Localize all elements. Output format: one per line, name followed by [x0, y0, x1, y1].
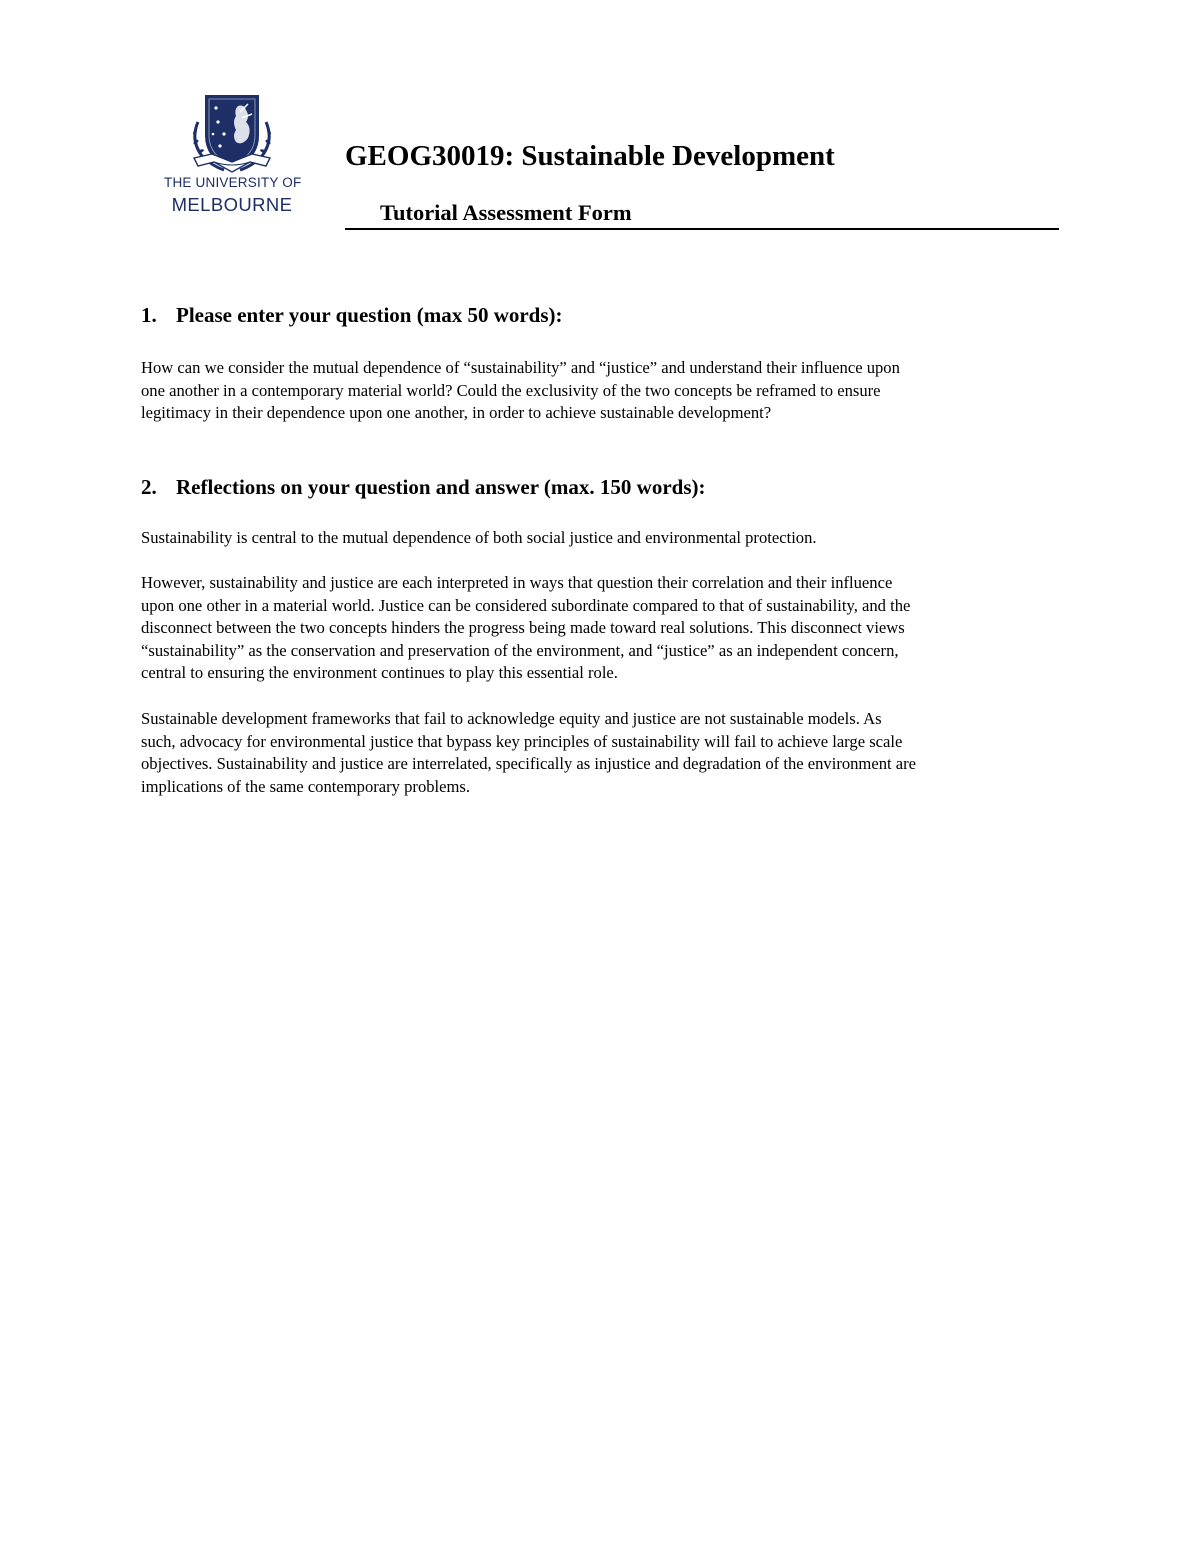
question-2-heading: [141, 475, 706, 500]
question-2-heading-text: Reflections on your question and answer (max. 150 words):: [176, 475, 706, 499]
answer-line: objectives. Sustainability and justice are interrelated, specifically as injustice and degradation of the environment are: [141, 754, 917, 774]
question-2-number: 2.: [141, 475, 157, 499]
logo-name-line2: MELBOURNE: [171, 194, 293, 215]
answer-line: one another in a contemporary material world? Could the exclusivity of the two concepts be reframed to ensure: [141, 380, 881, 400]
university-logo: [162, 92, 302, 224]
answer-line: However, sustainability and justice are each interpreted in ways that question their correlation and their influence: [141, 573, 893, 592]
answer-line: central to ensuring the environment continues to play this essential role.: [141, 663, 618, 683]
course-title: GEOG30019: Sustainable Development: [345, 140, 835, 172]
answer-line: upon one other in a material world. Justice can be considered subordinate compared to that of sustainability, and the: [141, 595, 911, 615]
header-divider: [345, 228, 1059, 230]
answer-line: legitimacy in their dependence upon one another, in order to achieve sustainable development?: [141, 403, 772, 423]
answer-line: Sustainable development frameworks that fail to acknowledge equity and justice are not sustainable models. As: [141, 709, 882, 728]
university-crest-icon: [180, 92, 284, 178]
answer-line: disconnect between the two concepts hinders the progress being made toward real solutions. This disconnect views: [141, 618, 905, 638]
question-2-paragraph-1: [141, 527, 1066, 550]
question-1-number: 1.: [141, 303, 157, 327]
question-1-heading-text: Please enter your question (max 50 words):: [176, 303, 563, 327]
question-2-paragraph-2: [141, 572, 1066, 685]
form-title: Tutorial Assessment Form: [380, 200, 632, 225]
answer-line: “sustainability” as the conservation and preservation of the environment, and “justice” as an independent concern,: [141, 640, 899, 660]
question-1-answer: [141, 357, 1066, 425]
answer-line: such, advocacy for environmental justice that bypass key principles of sustainability will fail to achieve large scale: [141, 731, 903, 751]
answer-line: How can we consider the mutual dependence of “sustainability” and “justice” and understand their influence upon: [141, 358, 900, 377]
question-1-heading: [141, 303, 563, 328]
logo-name-line1: THE UNIVERSITY OF: [164, 175, 302, 190]
question-2-paragraph-3: [141, 708, 1066, 798]
answer-line: Sustainability is central to the mutual dependence of both social justice and environmental protection.: [141, 528, 817, 547]
answer-line: implications of the same contemporary problems.: [141, 776, 471, 796]
